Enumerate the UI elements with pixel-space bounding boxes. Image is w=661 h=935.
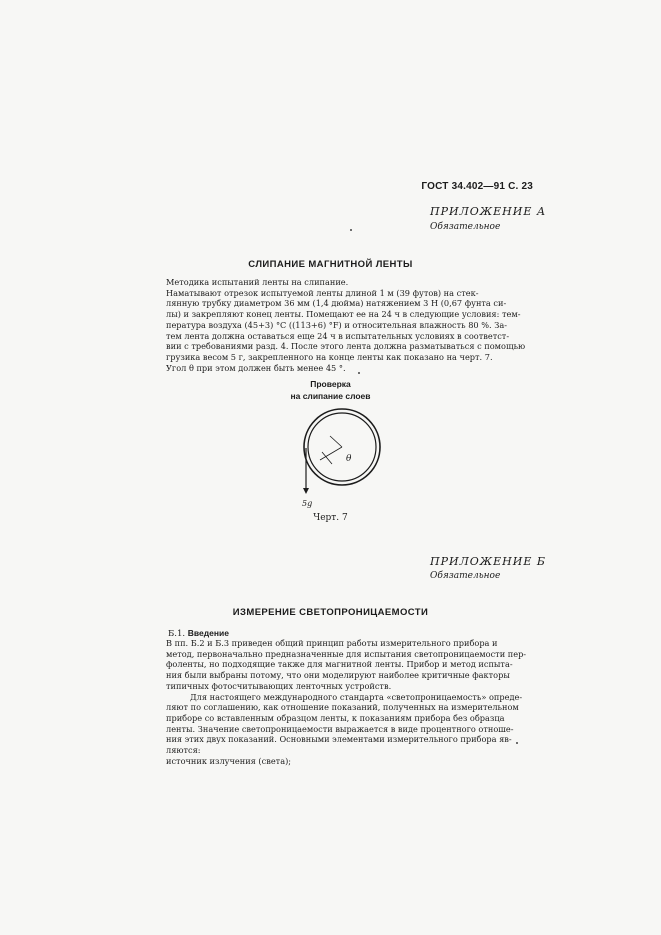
- weight-arrow-icon: [303, 488, 309, 494]
- scan-speck: [350, 229, 352, 231]
- paragraph-line: вии с требованиями разд. 4. После этого лента должна разматываться с помощью: [166, 341, 526, 352]
- paragraph-line: Угол θ при этом должен быть менее 45 °.: [166, 362, 346, 373]
- page-header: ГОСТ 34.402—91 С. 23: [421, 181, 533, 192]
- paragraph-line: лянную трубку диаметром 36 мм (1,4 дюйма) натяжением 3 Н (0,67 фунта си-: [166, 298, 507, 309]
- subsection-title: Введение: [187, 628, 229, 638]
- appendix-a-subtitle: Обязательное: [430, 222, 501, 232]
- paragraph-line: Методика испытаний ленты на слипание.: [166, 277, 349, 287]
- scan-speck: [516, 742, 518, 744]
- figure-title-line: Проверка: [310, 379, 351, 389]
- scan-speck: [358, 372, 360, 374]
- weight-label: 5g: [302, 499, 313, 508]
- paragraph-line: тем лента должна оставаться еще 24 ч в испытательных условиях в соответст-: [166, 330, 510, 341]
- paragraph-line: пература воздуха (45+3) °С ((113+6) °F) и относительная влажность 80 %. За-: [166, 319, 507, 330]
- appendix-b-subtitle: Обязательное: [430, 571, 501, 581]
- angle-label: θ: [346, 454, 352, 464]
- paragraph-line: ния были выбраны потому, что они моделируют наиболее критичные факторы: [166, 670, 510, 681]
- figure-title-line: на слипание слоев: [290, 391, 371, 401]
- paragraph-line: ляют по соглашению, как отношение показаний, полученных на измерительном: [166, 702, 519, 713]
- paragraph-line: В пп. Б.2 и Б.3 приведен общий принцип работы измерительного прибора и: [166, 638, 498, 648]
- paragraph-line: Наматывают отрезок испытуемой ленты длиной 1 м (39 футов) на стек-: [166, 287, 479, 298]
- section-title-adhesion: СЛИПАНИЕ МАГНИТНОЙ ЛЕНТЫ: [248, 259, 413, 270]
- paragraph-line: лы) и закрепляют конец ленты. Помещают ее на 24 ч в следующие условия: тем-: [166, 309, 521, 320]
- paragraph-line: Для настоящего международного стандарта «светопроницаемость» опреде-: [190, 691, 523, 702]
- section-title-transmittance: ИЗМЕРЕНИЕ СВЕТОПРОНИЦАЕМОСТИ: [232, 607, 429, 618]
- paragraph-line: фоленты, но подходящие также для магнитной ленты. Прибор и метод испыта-: [166, 659, 513, 670]
- paragraph-line: приборе со вставленным образцом ленты, к показаниям прибора без образца: [166, 712, 505, 723]
- transmittance-paragraph: [166, 638, 527, 766]
- angle-ray: [330, 436, 342, 447]
- adhesion-test-diagram: [286, 402, 396, 512]
- paragraph-line: метод, первоначально предназначенные для испытания светопроницаемости пер-: [166, 648, 527, 659]
- adhesion-paragraph: [166, 277, 526, 373]
- appendix-a-title: ПРИЛОЖЕНИЕ А: [430, 205, 547, 218]
- paragraph-line: ленты. Значение светопроницаемости выражается в виде процентного отноше-: [166, 723, 514, 734]
- paragraph-line: грузика весом 5 г, закрепленного на конце ленты как показано на черт. 7.: [166, 351, 493, 362]
- figure-caption: Черт. 7: [313, 513, 348, 523]
- paragraph-line: ляются:: [166, 745, 201, 756]
- paragraph-line: типичных фотосчитывающих ленточных устройств.: [166, 680, 392, 691]
- appendix-b-title: ПРИЛОЖЕНИЕ Б: [430, 555, 546, 568]
- figure-title: [0, 378, 661, 402]
- subsection-number: Б.1.: [168, 629, 186, 639]
- paragraph-line: ния этих двух показаний. Основными элементами измерительного прибора яв-: [166, 734, 512, 745]
- paragraph-line: источник излучения (света);: [166, 755, 292, 766]
